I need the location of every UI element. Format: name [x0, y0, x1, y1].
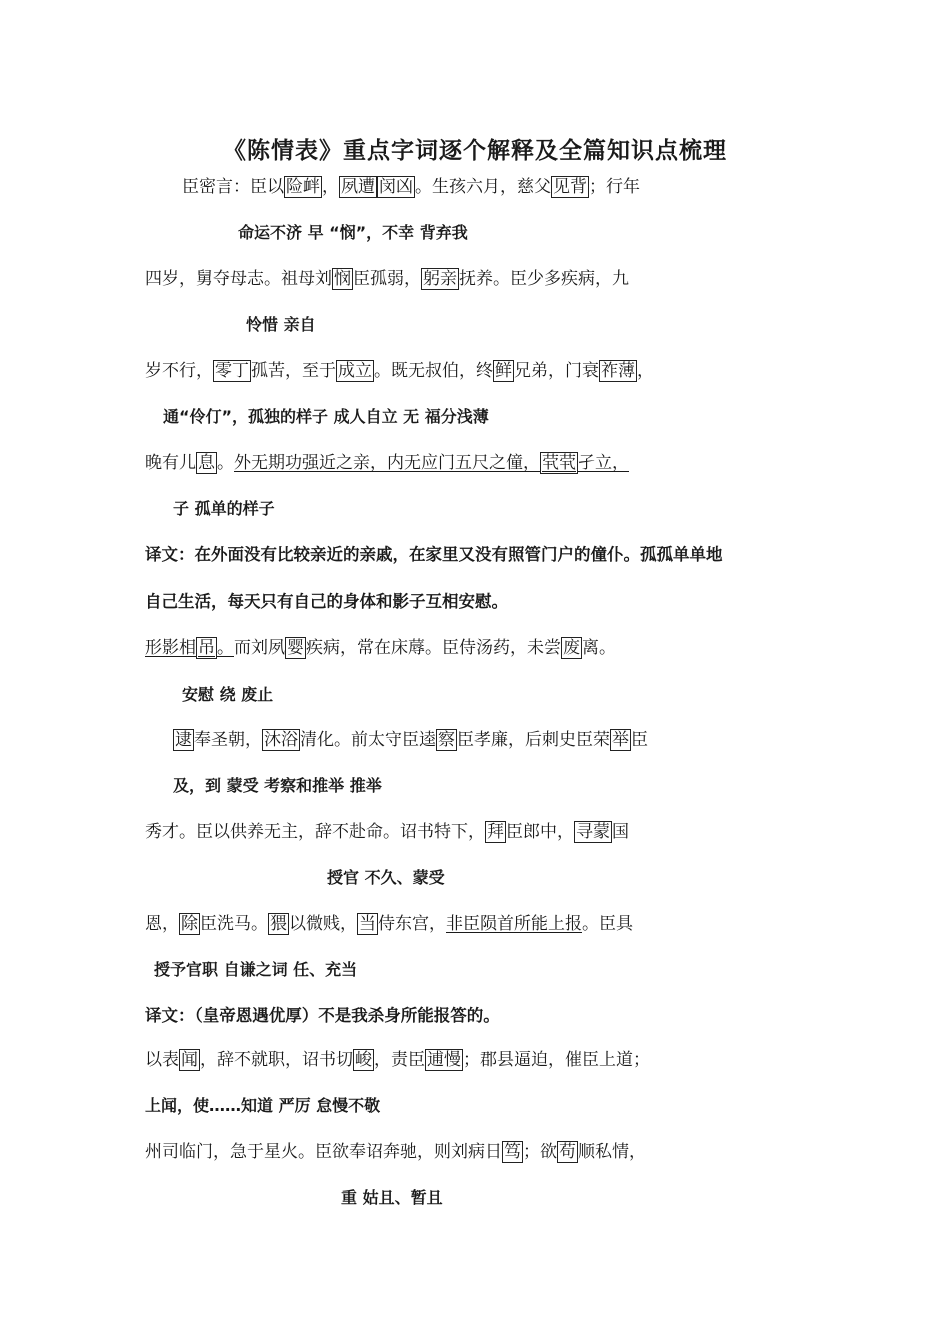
keyword: 笃 [504, 1142, 521, 1162]
keyword: 夙遭 [341, 177, 375, 197]
keyword: 闻 [181, 1050, 198, 1070]
gloss-line: 上闻，使……知道 严厉 怠慢不敬 [145, 1096, 381, 1115]
keyword: 苟 [559, 1142, 576, 1162]
text-line: 形影相 吊 。而刘夙 婴 疾病，常在床蓐。臣侍汤药，未尝 废 离。 [145, 638, 616, 658]
gloss-line: 子 孤单的样子 [173, 499, 275, 518]
page-title: 《陈情表》重点字词逐个解释及全篇知识点梳理 [223, 138, 727, 164]
text-line: 秀才。臣以供养无主，辞不赴命。诏书特下， 拜 臣郎中， 寻蒙 国 [145, 822, 629, 842]
translation-line: 自己生活，每天只有自己的身体和影子互相安慰。 [145, 592, 508, 611]
keyword: 躬亲 [423, 269, 457, 289]
gloss-line: 怜惜 亲自 [246, 315, 316, 334]
gloss-line: 重 姑且、暂且 [341, 1188, 443, 1207]
keyword: 逋慢 [427, 1050, 461, 1070]
keyword: 见背 [553, 177, 587, 197]
translation-line: 译文：（皇帝恩遇优厚）不是我杀身所能报答的。 [145, 1006, 500, 1025]
keyword: 吊 [198, 638, 215, 658]
keyword: 祚薄 [601, 361, 635, 381]
keyword: 险衅 [286, 177, 320, 197]
translation-line: 译文：在外面没有比较亲近的亲戚，在家里又没有照管门户的僮仆。孤孤单单地 [145, 545, 723, 564]
keyword: 沐浴 [264, 730, 298, 750]
text-line: 州司临门，急于星火。臣欲奉诏奔驰，则刘病日 笃 ；欲 苟 顺私情， [145, 1142, 646, 1162]
keyword: 零丁 [215, 361, 249, 381]
underlined-phrase: 外无期功强近之亲，内无应门五尺之僮， 茕茕 孑立， [234, 453, 629, 473]
keyword: 拜 [487, 822, 504, 842]
text-line: 臣密言：臣以 险衅 ， 夙遭 闵凶 。生孩六月，慈父 见背 ；行年 [182, 177, 640, 197]
keyword: 废 [563, 638, 580, 658]
gloss-line: 及，到 蒙受 考察和推举 推举 [173, 776, 382, 795]
keyword: 猥 [270, 914, 287, 934]
gloss-line: 安慰 绕 废止 [182, 685, 274, 704]
text-line: 四岁，舅夺母志。祖母刘 悯 臣孤弱， 躬亲 抚养。臣少多疾病，九 [145, 269, 629, 289]
keyword: 察 [438, 730, 455, 750]
keyword: 逮 [175, 730, 192, 750]
keyword: 闵凶 [379, 177, 413, 197]
text-line: 恩， 除 臣洗马。 猥 以微贱， 当 侍东宫，非臣陨首所能上报。臣具 [145, 914, 633, 934]
keyword: 悯 [334, 269, 351, 289]
text-line: 岁不行， 零丁 孤苦，至于 成立 。既无叔伯，终 鲜 兄弟，门衰 祚薄 ， [145, 361, 654, 381]
keyword: 当 [359, 914, 376, 934]
keyword: 鲜 [495, 361, 512, 381]
text-line: 晚有儿 息 。外无期功强近之亲，内无应门五尺之僮， 茕茕 孑立， [145, 453, 629, 473]
keyword: 婴 [287, 638, 304, 658]
keyword: 除 [181, 914, 198, 934]
underlined-phrase: 形影相 吊 。 [145, 638, 234, 658]
gloss-line: 授予官职 自谦之词 任、充当 [154, 960, 358, 979]
keyword: 峻 [355, 1050, 372, 1070]
keyword: 举 [612, 730, 629, 750]
gloss-line: 命运不济 早 “悯”，不幸 背弃我 [238, 223, 468, 242]
gloss-line: 授官 不久、蒙受 [327, 868, 445, 887]
keyword: 寻蒙 [576, 822, 610, 842]
keyword: 成立 [338, 361, 372, 381]
gloss-line: 通“伶仃”，孤独的样子 成人自立 无 福分浅薄 [163, 407, 489, 426]
keyword: 息 [198, 453, 215, 473]
underlined-phrase: 非臣陨首所能上报 [446, 914, 582, 934]
text-line: 以表 闻 ，辞不就职，诏书切 峻 ，责臣 逋慢 ；郡县逼迫，催臣上道； [145, 1050, 650, 1070]
text-line: 逮 奉圣朝， 沐浴 清化。前太守臣逵 察 臣孝廉，后刺史臣荣 举 臣 [175, 730, 648, 750]
keyword: 茕茕 [542, 453, 576, 473]
